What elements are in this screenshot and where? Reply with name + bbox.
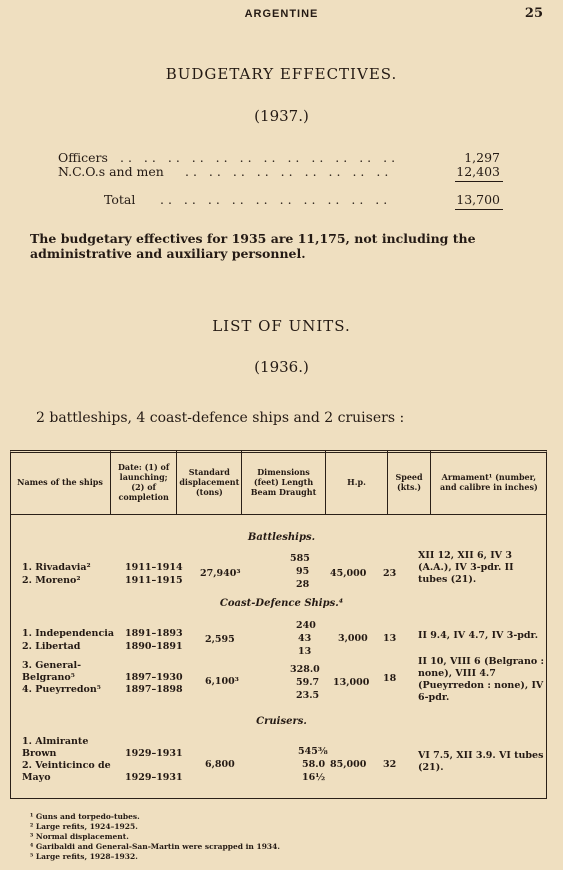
footnote: ⁴ Garibaldi and General-San-Martin were scrapped in 1934. [30,842,280,851]
ship-dates: 1911–1914 [125,562,183,573]
budget-year: (1937.) [254,107,309,125]
units-summary: 2 battleships, 4 coast-defence ships and 2 cruisers : [36,410,405,426]
ncos-label: N.C.O.s and men [58,164,164,179]
speed: 32 [383,759,397,770]
dimension: 16½ [302,772,326,783]
section-title: Battleships. [247,532,316,543]
budget-note: The budgetary effectives for 1935 are 11,175, not including the administrative and auxiliary personnel. [30,231,476,261]
dimension: 28 [296,579,310,590]
displacement: 27,940³ [200,568,241,579]
ship-name: 4. Pueyrredon⁵ [22,684,101,695]
budget-title: BUDGETARY EFFECTIVES. [165,65,398,83]
dimension: 43 [298,633,312,644]
armament: II 10, VIII 6 (Belgrano : none), VIII 4.7 (Pueyrredon : none), IV 6-pdr. [418,656,544,703]
dot-leader: .. .. .. .. .. .. .. .. .. [185,164,393,179]
col-header: Armament¹ (number, and calibre in inches) [430,450,547,515]
ncos-value: 12,403 [456,164,500,179]
ship-dates: 1929–1931 [125,748,183,759]
ship-dates: 1911–1915 [125,575,183,586]
horsepower: 45,000 [330,568,367,579]
footnote: ² Large refits, 1924–1925. [30,822,138,831]
displacement: 6,100³ [205,676,239,687]
running-header: ARGENTINE [244,8,319,20]
speed: 18 [383,673,397,684]
ship-name: 2. Veinticinco de Mayo [22,760,111,783]
armament: II 9.4, IV 4.7, IV 3-pdr. [418,630,539,641]
footnote: ⁵ Large refits, 1928–1932. [30,852,138,861]
dot-leader: .. .. .. .. .. .. .. .. .. .. .. .. [120,150,400,165]
footnote: ³ Normal displacement. [30,832,129,841]
officers-label: Officers [58,150,108,165]
table-header-row [10,450,547,515]
dimension: 328.0 [290,664,320,675]
dimension: 545⅜ [298,746,328,757]
col-header: Speed (kts.) [388,450,430,515]
dimension: 59.7 [296,677,320,688]
horsepower: 13,000 [333,677,370,688]
speed: 13 [383,633,397,644]
dimension: 95 [296,566,310,577]
units-title: LIST OF UNITS. [212,317,351,335]
total-rule [455,209,503,210]
col-header: Dimensions (feet) Length Beam Draught [242,450,325,515]
displacement: 2,595 [205,634,235,645]
footnote: ¹ Guns and torpedo-tubes. [30,812,140,821]
horsepower: 85,000 [330,759,367,770]
speed: 23 [383,568,397,579]
ship-name: 1. Independencia [22,628,114,639]
units-year: (1936.) [254,358,309,376]
sum-rule [455,181,503,182]
page-number: 25 [524,6,543,21]
col-header: H.p. [325,450,388,515]
displacement: 6,800 [205,759,235,770]
total-label: Total [104,192,136,207]
col-header: Names of the ships [10,450,111,515]
col-header: Date: (1) of launching; (2) of completion [111,450,177,515]
section-title: Coast-Defence Ships.⁴ [219,598,344,609]
ship-dates: 1890–1891 [125,641,183,652]
ship-name: 1. Rivadavia² [22,562,91,573]
armament: VI 7.5, XII 3.9. VI tubes (21). [418,750,544,773]
officers-value: 1,297 [464,150,500,165]
ship-dates: 1897–1930 [125,672,183,683]
dimension: 23.5 [296,690,320,701]
ship-name: 2. Moreno² [22,575,81,586]
ship-dates: 1891–1893 [125,628,183,639]
armament: XII 12, XII 6, IV 3 (A.A.), IV 3-pdr. II tubes (21). [418,550,514,585]
ship-name: 1. Almirante Brown [22,736,89,759]
dimension: 13 [298,646,312,657]
dot-leader: .. .. .. .. .. .. .. .. .. .. [160,192,392,207]
section-title: Cruisers. [256,716,307,727]
dimension: 240 [296,620,316,631]
dimension: 58.0 [302,759,326,770]
ship-name: 2. Libertad [22,641,81,652]
col-header: Standard displacement (tons) [177,450,242,515]
dimension: 585 [290,553,310,564]
total-value: 13,700 [456,192,500,207]
horsepower: 3,000 [338,633,368,644]
ship-dates: 1897–1898 [125,684,183,695]
ship-name: 3. General-Belgrano⁵ [22,660,82,683]
ship-dates: 1929–1931 [125,772,183,783]
units-table [10,450,547,515]
